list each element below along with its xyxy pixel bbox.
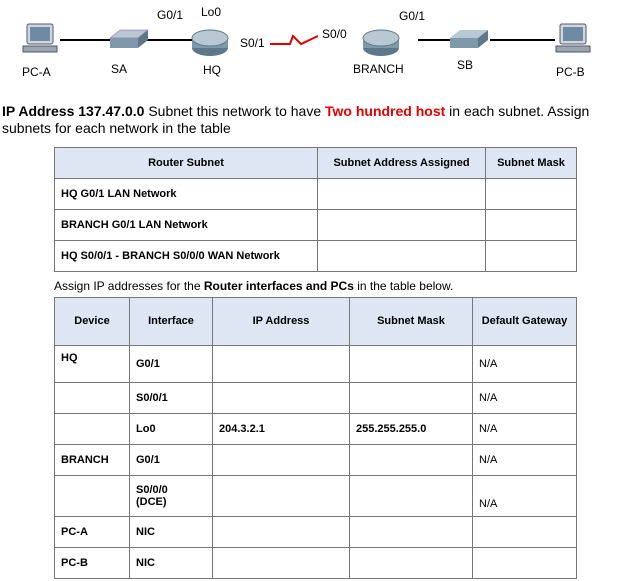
device-cell	[55, 414, 130, 445]
header-subnet-address: Subnet Address Assigned	[318, 148, 486, 179]
subnet-address-cell[interactable]	[318, 179, 486, 210]
address-table	[54, 297, 577, 579]
subnet-mask-cell[interactable]	[486, 210, 577, 241]
subnet-mask-cell[interactable]	[350, 346, 473, 383]
label-branch-g01: G0/1	[399, 9, 426, 23]
subnet-mask-cell[interactable]	[350, 445, 473, 476]
gateway-cell: N/A	[473, 445, 577, 476]
device-cell	[55, 383, 130, 414]
header-ip-address: IP Address	[213, 298, 350, 346]
ip-address-cell[interactable]	[213, 517, 350, 548]
table-row	[55, 179, 577, 210]
router-hq-icon	[192, 30, 228, 56]
subnet-mask-cell[interactable]	[350, 548, 473, 579]
gateway-cell[interactable]	[473, 517, 577, 548]
label-hq-g01: G0/1	[157, 8, 184, 22]
interface-cell: G0/1	[130, 445, 213, 476]
subnet-mask-cell[interactable]	[350, 383, 473, 414]
switch-sb-icon	[450, 30, 488, 48]
table-row	[55, 517, 577, 548]
header-default-gateway: Default Gateway	[473, 298, 577, 346]
assign-note	[54, 279, 453, 293]
header-subnet-mask: Subnet Mask	[350, 298, 473, 346]
table-row	[55, 346, 577, 383]
label-sa: SA	[111, 62, 128, 76]
topology-diagram	[0, 0, 619, 100]
router-subnet-cell: HQ S0/0/1 - BRANCH S0/0/0 WAN Network	[55, 241, 318, 272]
ip-address-cell[interactable]	[213, 346, 350, 383]
subnet-mask-cell[interactable]	[350, 476, 473, 517]
assign-note-suffix: in the table below.	[353, 279, 454, 293]
subnet-mask-cell[interactable]	[486, 241, 577, 272]
device-cell: PC-B	[55, 548, 130, 579]
header-router-subnet: Router Subnet	[55, 148, 318, 179]
label-sb: SB	[457, 58, 474, 72]
table-row	[55, 414, 577, 445]
ip-address-cell[interactable]	[213, 548, 350, 579]
interface-cell: NIC	[130, 517, 213, 548]
interface-cell: S0/0/1	[130, 383, 213, 414]
ip-address-cell: 204.3.2.1	[213, 414, 350, 445]
subnet-mask-cell[interactable]	[350, 517, 473, 548]
label-hq-s01: S0/1	[240, 36, 265, 50]
table-row	[55, 383, 577, 414]
subnet-address-cell[interactable]	[318, 241, 486, 272]
subnet-address-cell[interactable]	[318, 210, 486, 241]
pc-b-icon	[556, 24, 590, 52]
gateway-cell: N/A	[473, 414, 577, 445]
interface-cell: G0/1	[130, 346, 213, 383]
table-row	[55, 476, 577, 517]
gateway-cell[interactable]	[473, 548, 577, 579]
gateway-cell: N/A	[473, 346, 577, 383]
subnet-mask-cell[interactable]	[486, 179, 577, 210]
label-hq-lo0: Lo0	[201, 5, 222, 19]
label-branch-s00: S0/0	[322, 27, 347, 41]
instructions	[2, 103, 618, 137]
instructions-text-2: in each subnet. Assign subnets for each network in the table	[2, 103, 590, 136]
topology-svg	[0, 0, 619, 100]
label-hq: HQ	[203, 63, 221, 77]
address-table-header	[55, 298, 577, 346]
header-interface: Interface	[130, 298, 213, 346]
subnet-mask-cell: 255.255.255.0	[350, 414, 473, 445]
gateway-cell: N/A	[473, 383, 577, 414]
assign-note-bold: Router interfaces and PCs	[203, 279, 354, 293]
device-cell	[55, 476, 130, 517]
ip-address-cell[interactable]	[213, 445, 350, 476]
device-cell: PC-A	[55, 517, 130, 548]
ip-address-cell[interactable]	[213, 476, 350, 517]
table-row	[55, 241, 577, 272]
table-row	[55, 210, 577, 241]
interface-cell: Lo0	[130, 414, 213, 445]
interface-cell: S0/0/0 (DCE)	[130, 476, 213, 517]
interface-cell: NIC	[130, 548, 213, 579]
device-cell: BRANCH	[55, 445, 130, 476]
subnet-table	[54, 147, 577, 272]
ip-address-cell[interactable]	[213, 383, 350, 414]
header-subnet-mask: Subnet Mask	[486, 148, 577, 179]
serial-link	[270, 36, 318, 44]
pc-a-icon	[23, 24, 57, 52]
subnet-table-header	[55, 148, 577, 179]
gateway-cell: N/A	[473, 476, 577, 517]
header-device: Device	[55, 298, 130, 346]
label-pc-a: PC-A	[22, 65, 51, 79]
instructions-text-1: Subnet this network to have	[144, 103, 325, 119]
assign-note-prefix: Assign IP addresses for the	[54, 279, 204, 293]
switch-sa-icon	[110, 30, 148, 48]
host-requirement: Two hundred host	[325, 103, 446, 119]
table-row	[55, 548, 577, 579]
router-subnet-cell: BRANCH G0/1 LAN Network	[55, 210, 318, 241]
router-subnet-cell: HQ G0/1 LAN Network	[55, 179, 318, 210]
router-branch-icon	[363, 30, 399, 56]
ip-address-label: IP Address 137.47.0.0	[2, 103, 145, 119]
label-pc-b: PC-B	[556, 65, 585, 79]
label-branch: BRANCH	[353, 62, 404, 76]
device-cell: HQ	[55, 346, 130, 383]
table-row	[55, 445, 577, 476]
